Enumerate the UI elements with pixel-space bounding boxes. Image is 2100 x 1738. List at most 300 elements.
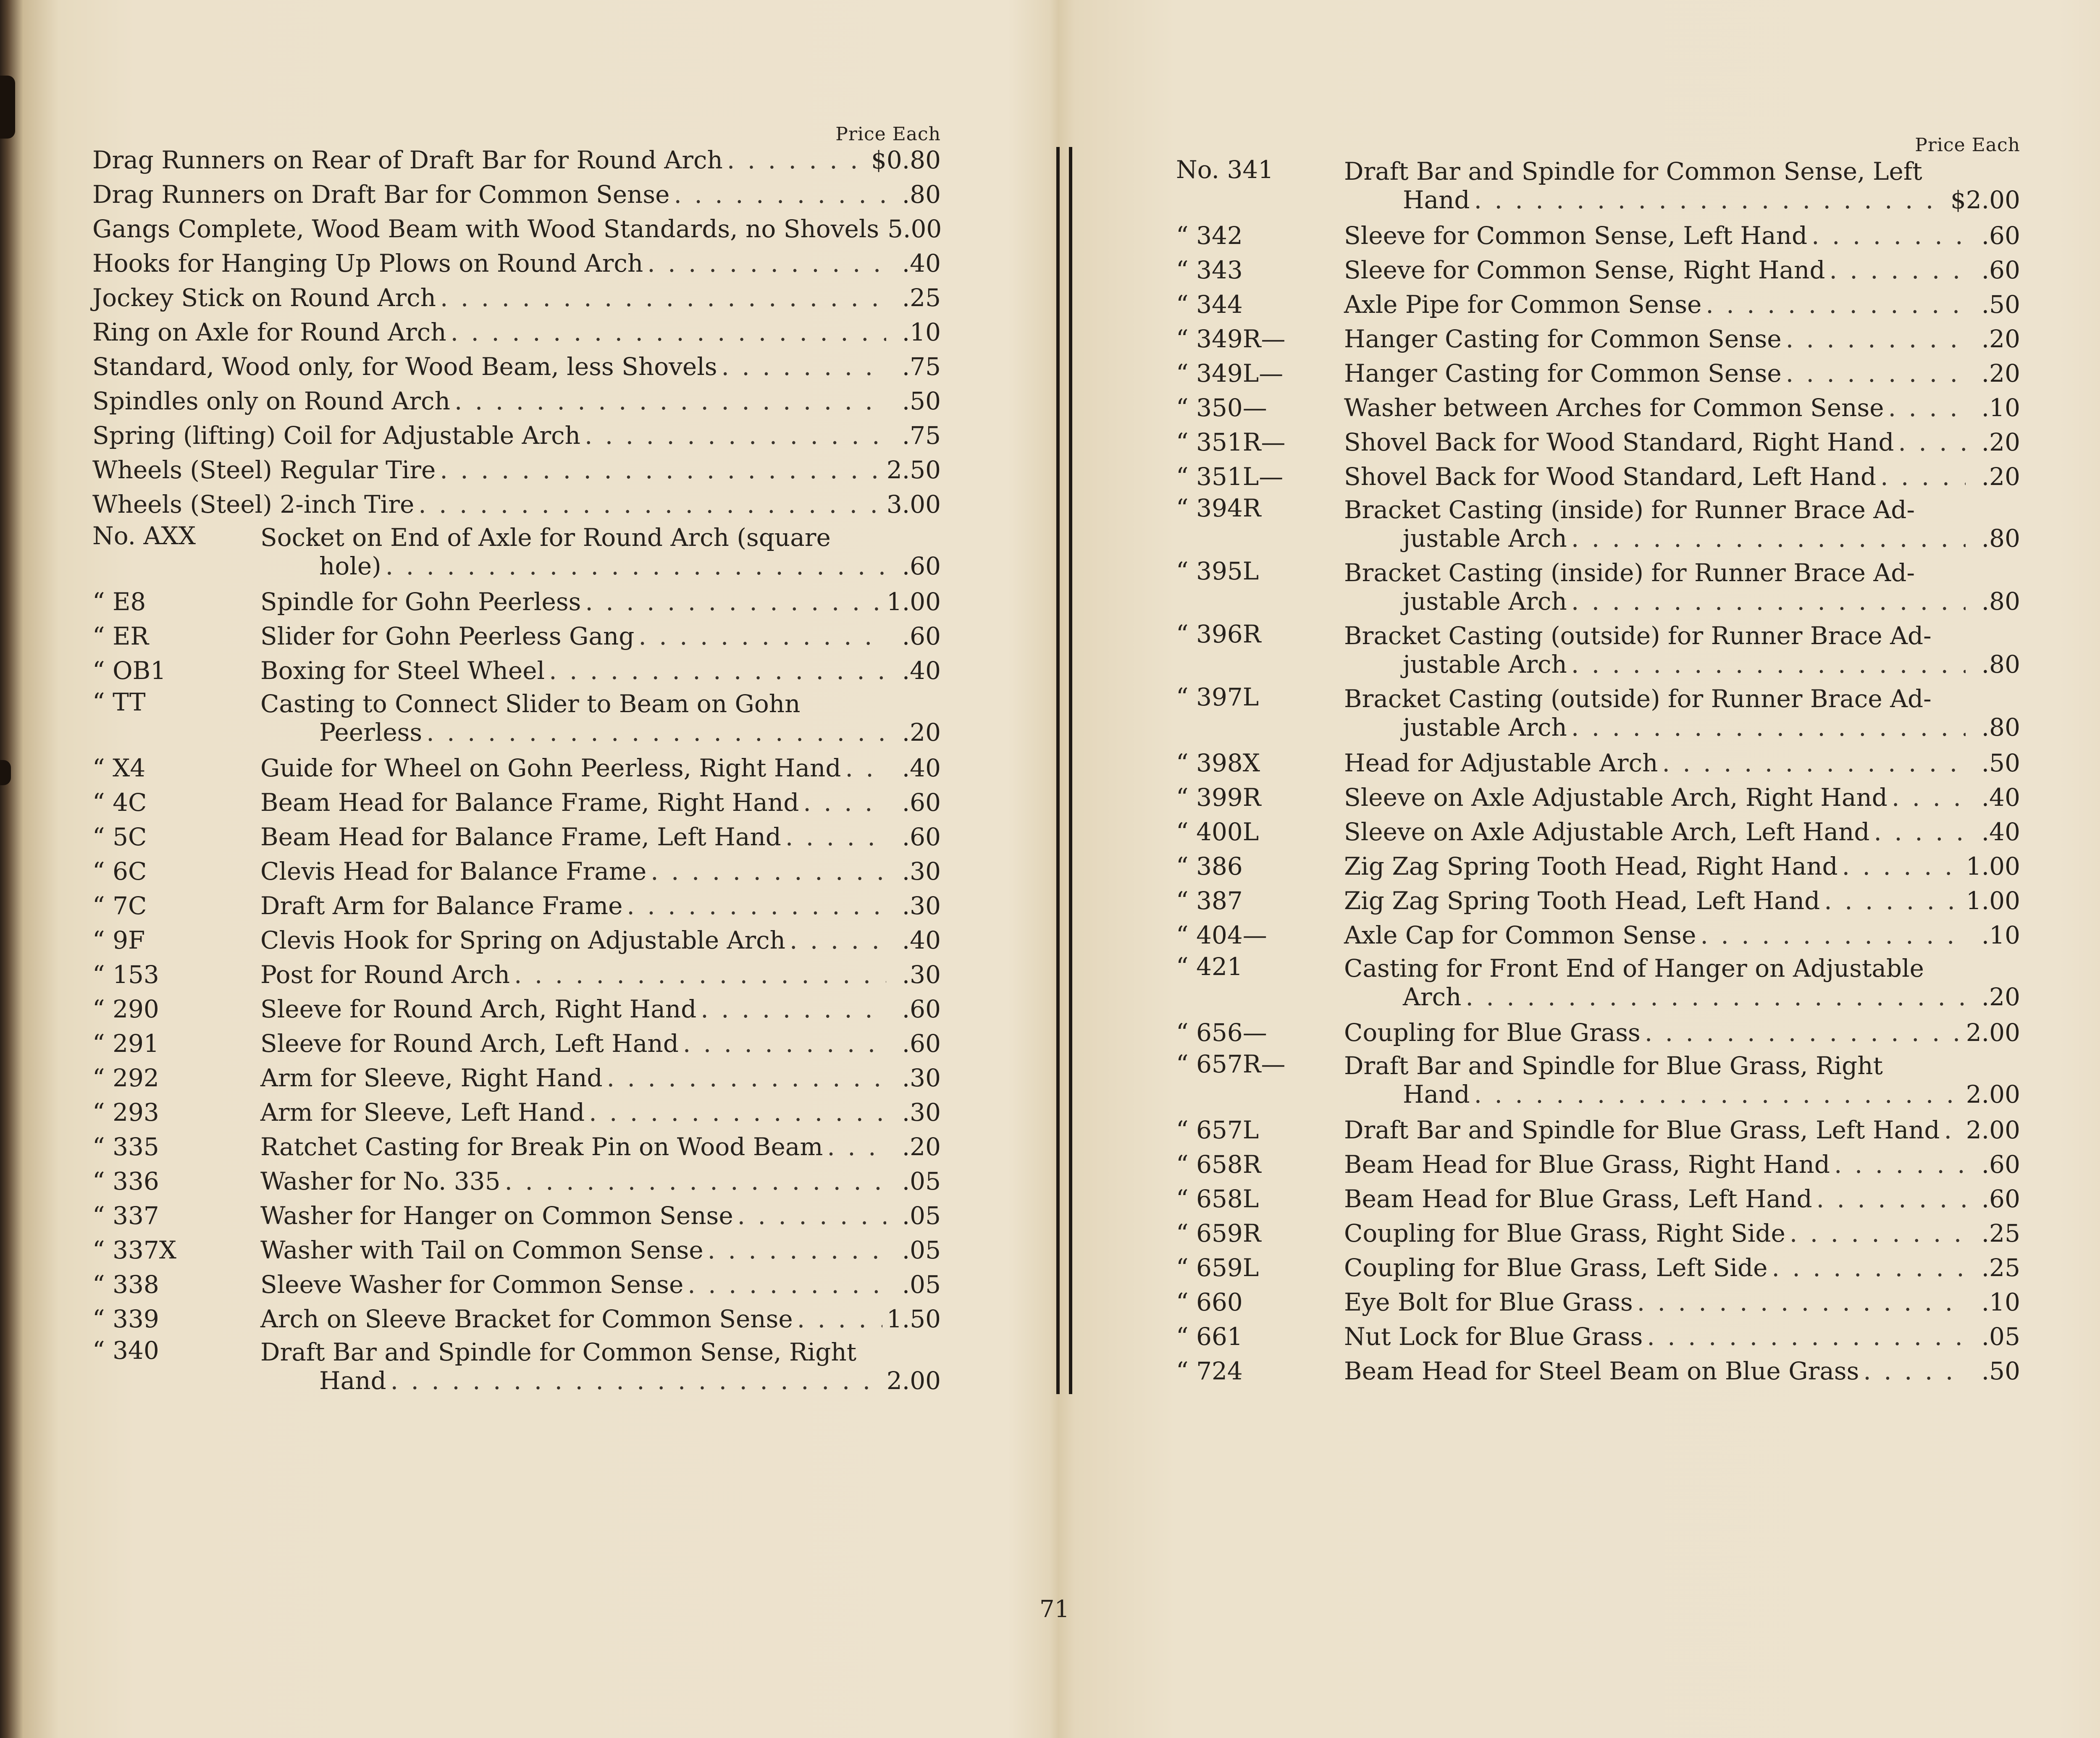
- entry-line: [1344, 1216, 2020, 1250]
- dot-leader: [1816, 1182, 1966, 1216]
- dot-leader: [1880, 459, 1966, 494]
- item-description: Standard, Wood only, for Wood Beam, less Shovels: [92, 352, 717, 381]
- price-list-row: [92, 585, 941, 619]
- item-price: .60: [1981, 256, 2020, 284]
- item-price: .05: [1981, 1322, 2020, 1351]
- item-description: Hanger Casting for Common Sense: [1344, 325, 1782, 353]
- item-price: .60: [1981, 221, 2020, 250]
- item-price: $0.80: [871, 146, 941, 174]
- part-number: “ 335: [92, 1132, 159, 1161]
- dot-leader: [1645, 1015, 1962, 1050]
- part-number: “ TT: [92, 688, 146, 716]
- entry-line: [1344, 780, 2020, 815]
- dot-leader: [440, 280, 886, 315]
- entry-line: [1344, 1051, 2020, 1080]
- entry-line: [1344, 391, 2020, 425]
- price-list-row: [92, 487, 941, 522]
- item-price: .80: [1981, 587, 2020, 616]
- price-list-row: [1176, 557, 2020, 620]
- entry-line: [92, 143, 941, 177]
- entry-line: [260, 1366, 941, 1395]
- entry-line: [1344, 322, 2020, 356]
- entry-line: [1344, 459, 2020, 494]
- entry-line: [1344, 356, 2020, 391]
- item-price: .60: [902, 622, 941, 650]
- dot-leader: [1571, 713, 1966, 742]
- item-description: Sleeve for Round Arch, Right Hand: [260, 995, 697, 1023]
- item-description: Washer for Hanger on Common Sense: [260, 1201, 733, 1230]
- part-number: “ 657L: [1176, 1116, 1259, 1144]
- price-list-row: [1176, 1050, 2020, 1113]
- price-list-row: [92, 785, 941, 820]
- part-number: “ 6C: [92, 857, 147, 886]
- part-number: “ 349R—: [1176, 325, 1286, 353]
- item-price: .40: [902, 926, 941, 954]
- dot-leader: [803, 785, 886, 820]
- item-price: .10: [1981, 921, 2020, 949]
- price-list-row: [92, 1198, 941, 1233]
- item-price: .80: [1981, 713, 2020, 742]
- item-description: Zig Zag Spring Tooth Head, Left Hand: [1344, 886, 1820, 915]
- item-description: Axle Pipe for Common Sense: [1344, 290, 1702, 319]
- price-list-row: [1176, 391, 2020, 425]
- part-number: “ 338: [92, 1270, 159, 1299]
- price-list-row: [1176, 1250, 2020, 1285]
- price-list-row: [1176, 218, 2020, 253]
- part-number: “ E8: [92, 587, 146, 616]
- item-description: Spring (lifting) Coil for Adjustable Arch: [92, 421, 580, 450]
- dot-leader: [727, 143, 867, 177]
- item-description: Draft Bar and Spindle for Blue Grass, Right: [1344, 1051, 1883, 1080]
- part-number: “ 153: [92, 960, 159, 989]
- part-number: “ 404—: [1176, 921, 1267, 949]
- price-list-row: [1176, 952, 2020, 1015]
- entry-line: [1344, 1285, 2020, 1319]
- dot-leader: [454, 384, 886, 418]
- item-description: Peerless: [319, 718, 423, 747]
- entry-line: [1344, 684, 2020, 713]
- price-list-row: [92, 1164, 941, 1198]
- dot-leader: [1786, 356, 1966, 391]
- part-number: “ 292: [92, 1064, 159, 1092]
- item-price: .30: [902, 891, 941, 920]
- item-price: .05: [902, 1270, 941, 1299]
- price-list-row: [92, 1061, 941, 1095]
- price-list-row: [92, 1095, 941, 1130]
- item-price: 1.50: [886, 1305, 941, 1333]
- part-number: “ 342: [1176, 221, 1243, 250]
- dot-leader: [418, 487, 882, 522]
- price-list-row: [92, 1336, 941, 1399]
- dot-leader: [1898, 425, 1966, 459]
- entry-line: [260, 1026, 941, 1061]
- part-number: “ X4: [92, 754, 146, 782]
- item-price: .60: [902, 823, 941, 851]
- item-price: .50: [902, 387, 941, 415]
- item-price: .25: [1981, 1219, 2020, 1248]
- entry-line: [260, 1164, 941, 1198]
- item-price: .50: [1981, 749, 2020, 777]
- price-list-row: [92, 315, 941, 349]
- part-number: “ 336: [92, 1167, 159, 1195]
- entry-line: [92, 246, 941, 280]
- price-list-row: [92, 653, 941, 688]
- dot-leader: [1888, 391, 1966, 425]
- item-price: .20: [1981, 428, 2020, 456]
- dot-leader: [1637, 1285, 1966, 1319]
- item-price: 1.00: [886, 587, 941, 616]
- entry-line: [1344, 495, 2020, 524]
- part-number: “ 400L: [1176, 818, 1259, 846]
- item-description: Axle Cap for Common Sense: [1344, 921, 1696, 949]
- entry-line: [1344, 1080, 2020, 1109]
- dot-leader: [1571, 650, 1966, 679]
- dot-leader: [845, 751, 886, 785]
- item-description: Clevis Hook for Spring on Adjustable Arch: [260, 926, 785, 954]
- dot-leader: [585, 418, 886, 453]
- part-number: “ 4C: [92, 788, 147, 817]
- right-price-list: [1176, 155, 2020, 1388]
- part-number: “ 397L: [1176, 683, 1259, 711]
- item-price: .05: [902, 1236, 941, 1264]
- part-number: “ ER: [92, 622, 149, 650]
- entry-line: [1344, 1113, 2020, 1147]
- item-description: hole): [319, 552, 381, 580]
- item-description: Guide for Wheel on Gohn Peerless, Right Hand: [260, 754, 841, 782]
- item-description: Sleeve for Common Sense, Left Hand: [1344, 221, 1808, 250]
- item-description: Hanger Casting for Common Sense: [1344, 359, 1782, 388]
- price-list-row: [92, 688, 941, 751]
- entry-line: [260, 854, 941, 889]
- price-list-row: [1176, 494, 2020, 557]
- entry-line: [260, 957, 941, 992]
- entry-line: [1344, 587, 2020, 616]
- dot-leader: [1700, 918, 1966, 952]
- dot-leader: [785, 820, 886, 854]
- part-number: “ 657R—: [1176, 1050, 1286, 1078]
- part-number: “ 396R: [1176, 620, 1261, 648]
- dot-leader: [1662, 746, 1966, 780]
- item-description: Casting for Front End of Hanger on Adjustable: [1344, 954, 1924, 983]
- dot-leader: [1706, 287, 1966, 322]
- dot-leader: [549, 653, 886, 688]
- item-price: .60: [902, 1029, 941, 1058]
- part-number: “ 660: [1176, 1288, 1243, 1316]
- dot-leader: [708, 1233, 886, 1267]
- item-description: Sleeve on Axle Adjustable Arch, Right Hand: [1344, 783, 1887, 812]
- price-list-row: [1176, 1113, 2020, 1147]
- entry-line: [1344, 287, 2020, 322]
- price-list-row: [92, 384, 941, 418]
- price-list-row: [92, 453, 941, 487]
- item-description: Head for Adjustable Arch: [1344, 749, 1658, 777]
- dot-leader: [1465, 983, 1966, 1011]
- binding-mark: [0, 76, 15, 139]
- dot-leader: [827, 1130, 886, 1164]
- entry-line: [92, 280, 941, 315]
- part-number: “ 7C: [92, 891, 147, 920]
- item-price: 2.50: [886, 456, 941, 484]
- item-price: .20: [902, 1132, 941, 1161]
- item-description: Sleeve on Axle Adjustable Arch, Left Hand: [1344, 818, 1870, 846]
- entry-line: [1344, 1147, 2020, 1182]
- item-description: Hooks for Hanging Up Plows on Round Arch: [92, 249, 643, 278]
- price-list-row: [1176, 815, 2020, 849]
- price-list-row: [92, 246, 941, 280]
- item-description: Ratchet Casting for Break Pin on Wood Beam: [260, 1132, 823, 1161]
- price-list-row: [1176, 425, 2020, 459]
- item-description: Spindle for Gohn Peerless: [260, 587, 581, 616]
- entry-line: [92, 384, 941, 418]
- part-number: “ 421: [1176, 952, 1243, 981]
- part-number: “ 349L—: [1176, 359, 1284, 388]
- item-price: 2.00: [1966, 1116, 2020, 1144]
- dot-leader: [1824, 883, 1962, 918]
- item-description: justable Arch: [1403, 587, 1567, 616]
- price-list-row: [92, 177, 941, 212]
- entry-line: [92, 315, 941, 349]
- part-number: “ 291: [92, 1029, 159, 1058]
- dot-leader: [426, 718, 886, 747]
- item-description: Coupling for Blue Grass, Left Side: [1344, 1253, 1768, 1282]
- entry-line: [260, 1061, 941, 1095]
- part-number: “ 656—: [1176, 1018, 1267, 1047]
- item-price: .05: [902, 1201, 941, 1230]
- price-list-row: [92, 418, 941, 453]
- item-description: Coupling for Blue Grass, Right Side: [1344, 1219, 1785, 1248]
- dot-leader: [1474, 1080, 1962, 1109]
- entry-line: [260, 751, 941, 785]
- price-list-row: [1176, 322, 2020, 356]
- item-description: Zig Zag Spring Tooth Head, Right Hand: [1344, 852, 1838, 881]
- price-list-row: [92, 1302, 941, 1336]
- item-price: .60: [902, 995, 941, 1023]
- entry-line: [1344, 918, 2020, 952]
- item-description: Arm for Sleeve, Left Hand: [260, 1098, 585, 1127]
- entry-line: [1344, 1015, 2020, 1050]
- entry-line: [260, 1338, 941, 1366]
- part-number: “ 661: [1176, 1322, 1243, 1351]
- price-list-row: [1176, 849, 2020, 883]
- item-description: Bracket Casting (inside) for Runner Brace Ad-: [1344, 495, 1915, 524]
- item-price: 3.00: [886, 490, 941, 519]
- entry-line: [260, 689, 941, 718]
- column-divider: [1069, 147, 1072, 1394]
- price-list-row: [92, 923, 941, 957]
- item-description: Arch: [1403, 983, 1462, 1011]
- entry-line: [1344, 1319, 2020, 1354]
- dot-leader: [683, 1026, 886, 1061]
- item-description: Washer with Tail on Common Sense: [260, 1236, 704, 1264]
- part-number: “ 387: [1176, 886, 1243, 915]
- dot-leader: [1863, 1354, 1966, 1388]
- dot-leader: [722, 349, 886, 384]
- price-list-row: [92, 619, 941, 653]
- item-description: Arm for Sleeve, Right Hand: [260, 1064, 603, 1092]
- item-description: Slider for Gohn Peerless Gang: [260, 622, 635, 650]
- part-number: “ 659L: [1176, 1253, 1259, 1282]
- dot-leader: [1829, 253, 1966, 287]
- item-price: .05: [902, 1167, 941, 1195]
- item-description: Casting to Connect Slider to Beam on Gohn: [260, 689, 801, 718]
- item-description: Beam Head for Balance Frame, Left Hand: [260, 823, 781, 851]
- dot-leader: [1790, 1216, 1966, 1250]
- price-list-row: [1176, 1319, 2020, 1354]
- entry-line: [260, 552, 941, 580]
- item-description: Sleeve for Common Sense, Right Hand: [1344, 256, 1825, 284]
- item-description: Draft Bar and Spindle for Common Sense, Left: [1344, 157, 1922, 186]
- part-number: “ 9F: [92, 926, 145, 954]
- dot-leader: [1571, 587, 1966, 616]
- price-list-row: [1176, 1015, 2020, 1050]
- entry-line: [1344, 186, 2020, 214]
- binding-mark: [0, 760, 11, 785]
- entry-line: [1344, 849, 2020, 883]
- item-price: .30: [902, 857, 941, 886]
- entry-line: [1344, 218, 2020, 253]
- item-description: Boxing for Steel Wheel: [260, 656, 545, 685]
- item-description: Draft Bar and Spindle for Common Sense, Right: [260, 1338, 857, 1366]
- entry-line: [92, 487, 941, 522]
- item-price: .25: [902, 283, 941, 312]
- item-price: .60: [1981, 1150, 2020, 1179]
- part-number: “ 399R: [1176, 783, 1261, 812]
- part-number: “ 658L: [1176, 1185, 1259, 1213]
- part-number: “ 351L—: [1176, 462, 1284, 491]
- entry-line: [1344, 1354, 2020, 1388]
- dot-leader: [674, 177, 887, 212]
- item-price: .40: [902, 656, 941, 685]
- entry-line: [260, 653, 941, 688]
- item-description: Drag Runners on Rear of Draft Bar for Round Arch: [92, 146, 723, 174]
- part-number: “ OB1: [92, 656, 166, 685]
- dot-leader: [790, 923, 886, 957]
- dot-leader: [627, 889, 886, 923]
- dot-leader: [1944, 1113, 1962, 1147]
- item-description: justable Arch: [1403, 650, 1567, 679]
- item-price: .60: [1981, 1185, 2020, 1213]
- item-description: Socket on End of Axle for Round Arch (square: [260, 523, 831, 552]
- price-list-row: [1176, 918, 2020, 952]
- entry-line: [260, 992, 941, 1026]
- part-number: “ 351R—: [1176, 428, 1286, 456]
- item-price: 1.00: [1966, 852, 2020, 881]
- entry-line: [92, 349, 941, 384]
- item-description: Beam Head for Blue Grass, Left Hand: [1344, 1185, 1812, 1213]
- item-description: Bracket Casting (outside) for Runner Brace Ad-: [1344, 684, 1932, 713]
- item-price: .80: [902, 180, 941, 209]
- column-divider: [1056, 147, 1060, 1394]
- entry-line: [1344, 1250, 2020, 1285]
- dot-leader: [514, 957, 886, 992]
- part-number: “ 386: [1176, 852, 1243, 881]
- item-description: Bracket Casting (inside) for Runner Brace Ad-: [1344, 558, 1915, 587]
- price-list-row: [1176, 1354, 2020, 1388]
- dot-leader: [797, 1302, 882, 1336]
- price-list-row: [1176, 746, 2020, 780]
- price-list-row: [1176, 1216, 2020, 1250]
- item-description: Draft Arm for Balance Frame: [260, 891, 623, 920]
- item-price: .30: [902, 1064, 941, 1092]
- item-description: Post for Round Arch: [260, 960, 510, 989]
- item-price: .40: [1981, 783, 2020, 812]
- part-number: “ 724: [1176, 1357, 1243, 1385]
- item-description: Eye Bolt for Blue Grass: [1344, 1288, 1633, 1316]
- dot-leader: [505, 1164, 886, 1198]
- entry-line: [1344, 983, 2020, 1011]
- entry-line: [260, 1095, 941, 1130]
- dot-leader: [701, 992, 886, 1026]
- entry-line: [260, 1233, 941, 1267]
- price-list-row: [92, 280, 941, 315]
- item-description: Coupling for Blue Grass: [1344, 1018, 1641, 1047]
- entry-line: [1344, 425, 2020, 459]
- item-description: Beam Head for Blue Grass, Right Hand: [1344, 1150, 1830, 1179]
- entry-line: [1344, 746, 2020, 780]
- dot-leader: [607, 1061, 886, 1095]
- price-list-row: [92, 1026, 941, 1061]
- dot-leader: [1874, 815, 1966, 849]
- dot-leader: [1811, 218, 1966, 253]
- item-description: Hand: [1403, 1080, 1470, 1109]
- entry-line: [92, 212, 941, 246]
- price-list-row: [92, 522, 941, 585]
- item-price: .50: [1981, 1357, 2020, 1385]
- part-number: “ 658R: [1176, 1150, 1261, 1179]
- price-list-row: [92, 992, 941, 1026]
- dot-leader: [451, 315, 886, 349]
- item-price: .30: [902, 1098, 941, 1127]
- item-price: .25: [1981, 1253, 2020, 1282]
- item-description: justable Arch: [1403, 713, 1567, 742]
- entry-line: [1344, 1182, 2020, 1216]
- dot-leader: [651, 854, 886, 889]
- price-list-row: [1176, 883, 2020, 918]
- item-description: Shovel Back for Wood Standard, Right Hand: [1344, 428, 1894, 456]
- dot-leader: [647, 246, 886, 280]
- item-description: Gangs Complete, Wood Beam with Wood Standards, no Shovels: [92, 215, 879, 243]
- price-list-row: [1176, 780, 2020, 815]
- dot-leader: [1772, 1250, 1966, 1285]
- entry-line: [1344, 713, 2020, 742]
- left-price-list: [92, 143, 941, 1399]
- item-description: Jockey Stick on Round Arch: [92, 283, 436, 312]
- item-price: .20: [1981, 983, 2020, 1011]
- part-number: “ 337: [92, 1201, 159, 1230]
- page-number: 71: [1040, 1596, 1070, 1623]
- price-list-row: [1176, 155, 2020, 218]
- entry-line: [1344, 524, 2020, 553]
- entry-line: [1344, 253, 2020, 287]
- item-price: .20: [902, 718, 941, 747]
- item-price: .80: [1981, 650, 2020, 679]
- part-number: “ 394R: [1176, 494, 1261, 522]
- item-description: Sleeve Washer for Common Sense: [260, 1270, 684, 1299]
- item-description: Hand: [319, 1366, 386, 1395]
- price-list-row: [92, 1267, 941, 1302]
- entry-line: [260, 1267, 941, 1302]
- part-number: “ 395L: [1176, 557, 1259, 585]
- price-list-row: [92, 889, 941, 923]
- dot-leader: [638, 619, 886, 653]
- price-list-row: [1176, 1147, 2020, 1182]
- entry-line: [260, 923, 941, 957]
- item-description: Spindles only on Round Arch: [92, 387, 451, 415]
- price-list-row: [1176, 459, 2020, 494]
- item-price: .60: [902, 788, 941, 817]
- part-number: “ 290: [92, 995, 159, 1023]
- dot-leader: [1834, 1147, 1966, 1182]
